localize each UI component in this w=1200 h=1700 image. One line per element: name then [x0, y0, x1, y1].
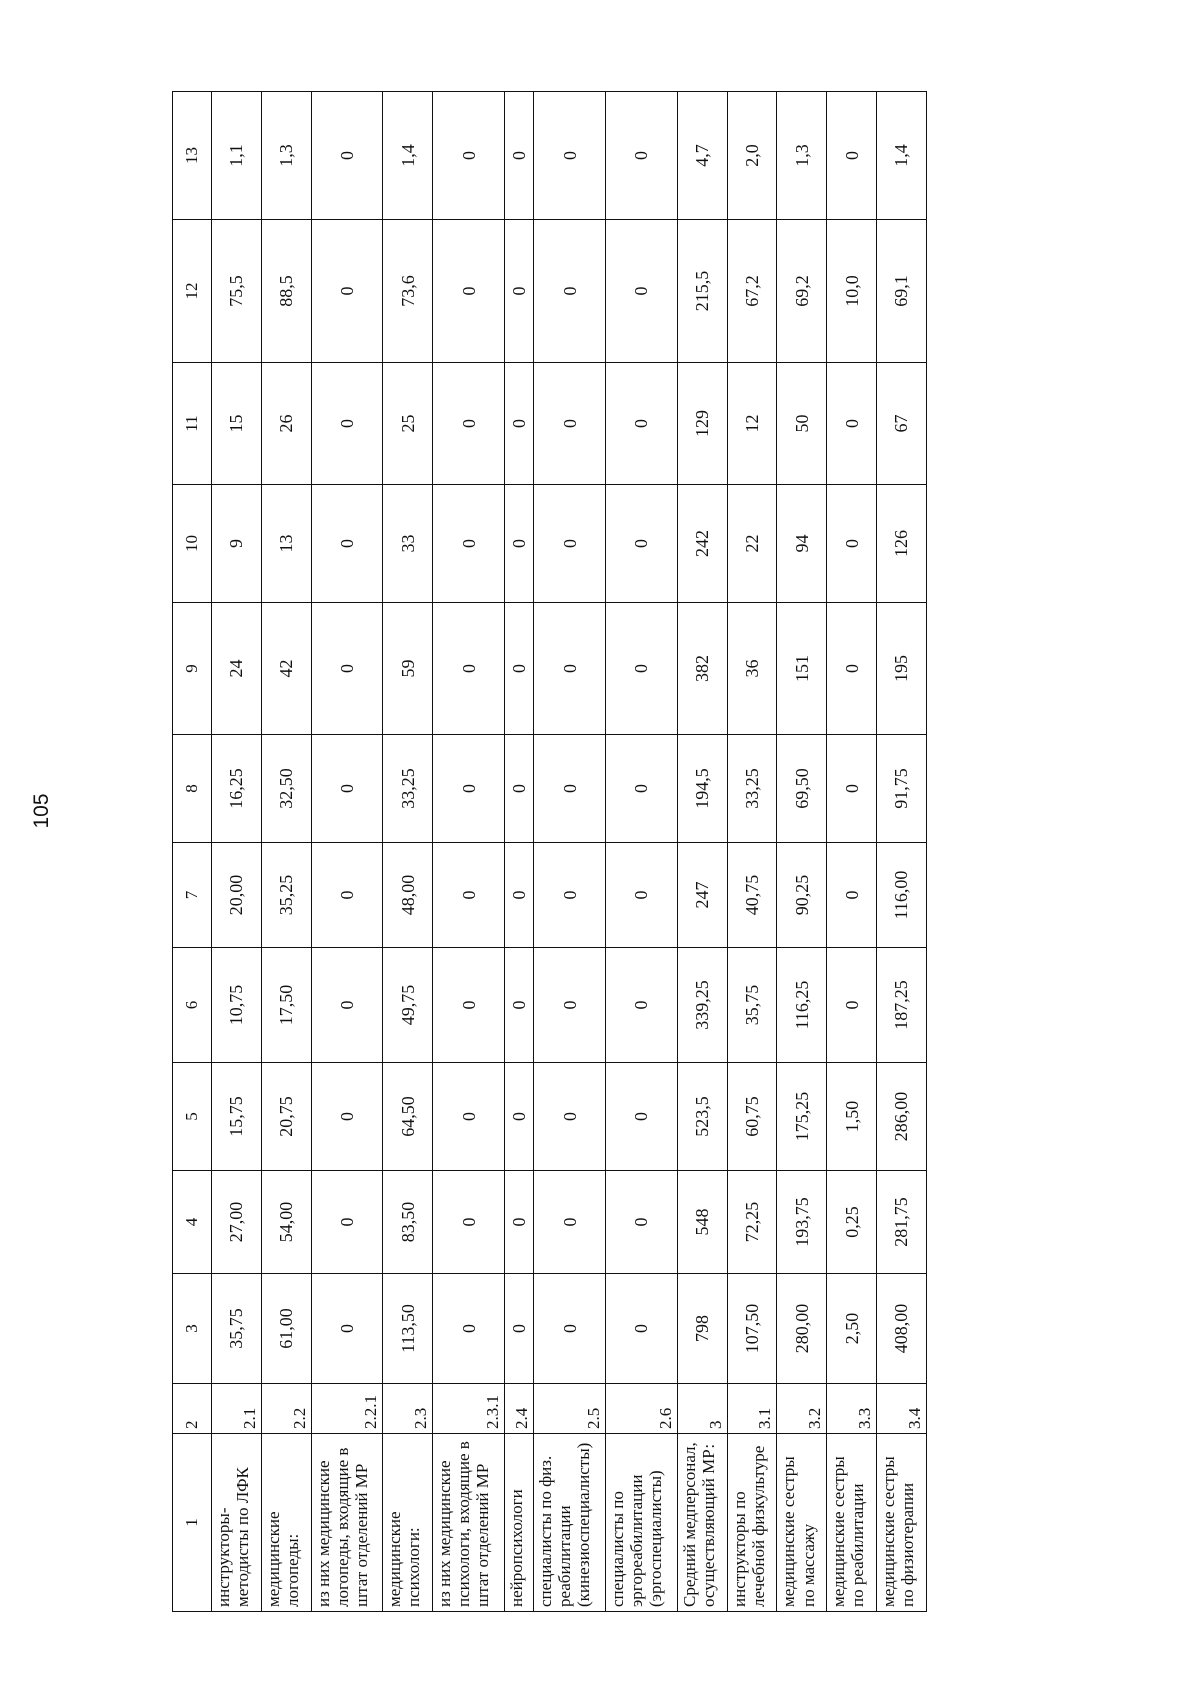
row-code: 3.3 — [827, 1384, 877, 1434]
row-code: 3.2 — [777, 1384, 827, 1434]
table-cell: 0 — [606, 735, 678, 843]
row-code: 2.3 — [383, 1384, 433, 1434]
table-cell: 0 — [606, 363, 678, 485]
table-cell: 0 — [311, 220, 383, 363]
table-cell: 1,4 — [383, 92, 433, 220]
column-header: 9 — [173, 603, 212, 735]
row-label: медицинские сестры по массажу — [777, 1434, 827, 1612]
column-header: 8 — [173, 735, 212, 843]
table-cell: 35,25 — [261, 843, 311, 948]
table-cell: 0 — [606, 220, 678, 363]
table-cell: 33 — [383, 485, 433, 603]
table-cell: 0 — [534, 485, 606, 603]
table-cell: 0 — [311, 485, 383, 603]
column-header: 12 — [173, 220, 212, 363]
table-cell: 67 — [877, 363, 927, 485]
table-cell: 0 — [827, 948, 877, 1063]
table-cell: 0 — [311, 843, 383, 948]
table-row — [606, 92, 678, 1612]
row-label: медицинские сестры по реабилитации — [827, 1434, 877, 1612]
table-cell: 0 — [505, 1274, 534, 1384]
row-code: 2.3.1 — [433, 1384, 505, 1434]
column-header: 11 — [173, 363, 212, 485]
row-label: медицинские логопеды: — [261, 1434, 311, 1612]
table-cell: 13 — [261, 485, 311, 603]
table-cell: 523,5 — [677, 1063, 727, 1171]
table-cell: 0 — [606, 485, 678, 603]
column-header: 4 — [173, 1171, 212, 1274]
column-header: 13 — [173, 92, 212, 220]
table-cell: 798 — [677, 1274, 727, 1384]
staff-table — [172, 91, 927, 1612]
table-cell: 90,25 — [777, 843, 827, 948]
table-cell: 0 — [827, 735, 877, 843]
table-row — [505, 92, 534, 1612]
row-label: Средний медперсонал, осуществляющий МР: — [677, 1434, 727, 1612]
table-cell: 0 — [433, 1274, 505, 1384]
table-row — [727, 92, 777, 1612]
table-cell: 0 — [505, 92, 534, 220]
table-cell: 91,75 — [877, 735, 927, 843]
table-cell: 0 — [534, 92, 606, 220]
table-cell: 107,50 — [727, 1274, 777, 1384]
table-cell: 0 — [433, 735, 505, 843]
table-cell: 0 — [827, 843, 877, 948]
row-code: 3 — [677, 1384, 727, 1434]
row-label: из них медицинские логопеды, входящие в штат отделений МР — [311, 1434, 383, 1612]
table-cell: 0 — [606, 603, 678, 735]
table-cell: 12 — [727, 363, 777, 485]
table-cell: 69,50 — [777, 735, 827, 843]
table-row — [311, 92, 383, 1612]
table-cell: 0 — [534, 1171, 606, 1274]
row-label: инструкторы- методисты по ЛФК — [212, 1434, 262, 1612]
table-row — [877, 92, 927, 1612]
table-cell: 2,0 — [727, 92, 777, 220]
row-label: инструкторы по лечебной физкультуре — [727, 1434, 777, 1612]
table-cell: 175,25 — [777, 1063, 827, 1171]
table-cell: 49,75 — [383, 948, 433, 1063]
table-cell: 64,50 — [383, 1063, 433, 1171]
row-code: 3.4 — [877, 1384, 927, 1434]
table-cell: 27,00 — [212, 1171, 262, 1274]
table-cell: 0 — [505, 363, 534, 485]
row-code: 2.2.1 — [311, 1384, 383, 1434]
table-cell: 0 — [505, 843, 534, 948]
table-row — [433, 92, 505, 1612]
table-cell: 69,1 — [877, 220, 927, 363]
table-cell: 286,00 — [877, 1063, 927, 1171]
table-cell: 35,75 — [212, 1274, 262, 1384]
table-cell: 0 — [534, 948, 606, 1063]
table-cell: 187,25 — [877, 948, 927, 1063]
table-cell: 281,75 — [877, 1171, 927, 1274]
table-cell: 33,25 — [383, 735, 433, 843]
row-code: 2.4 — [505, 1384, 534, 1434]
table-cell: 0 — [534, 1274, 606, 1384]
table-cell: 83,50 — [383, 1171, 433, 1274]
table-cell: 0 — [433, 220, 505, 363]
column-header: 2 — [173, 1384, 212, 1434]
table-cell: 0 — [505, 485, 534, 603]
table-cell: 129 — [677, 363, 727, 485]
table-cell: 0 — [311, 948, 383, 1063]
table-cell: 0 — [606, 1063, 678, 1171]
table-cell: 280,00 — [777, 1274, 827, 1384]
table-cell: 1,3 — [777, 92, 827, 220]
table-cell: 247 — [677, 843, 727, 948]
table-cell: 15,75 — [212, 1063, 262, 1171]
table-cell: 0 — [505, 948, 534, 1063]
row-label: специалисты по физ. реабилитации (кинезиоспециалисты) — [534, 1434, 606, 1612]
table-cell: 0 — [433, 363, 505, 485]
table-cell: 215,5 — [677, 220, 727, 363]
table-cell: 9 — [212, 485, 262, 603]
table-cell: 0 — [433, 1171, 505, 1274]
table-cell: 54,00 — [261, 1171, 311, 1274]
table-cell: 48,00 — [383, 843, 433, 948]
table-cell: 10,0 — [827, 220, 877, 363]
table-cell: 116,25 — [777, 948, 827, 1063]
table-cell: 0 — [827, 92, 877, 220]
column-header: 7 — [173, 843, 212, 948]
column-header: 6 — [173, 948, 212, 1063]
table-row — [534, 92, 606, 1612]
table-cell: 116,00 — [877, 843, 927, 948]
table-cell: 0 — [827, 485, 877, 603]
table-cell: 0 — [606, 843, 678, 948]
table-cell: 32,50 — [261, 735, 311, 843]
table-cell: 0 — [534, 603, 606, 735]
column-header: 1 — [173, 1434, 212, 1612]
table-row — [261, 92, 311, 1612]
table-row — [777, 92, 827, 1612]
table-cell: 195 — [877, 603, 927, 735]
table-cell: 2,50 — [827, 1274, 877, 1384]
table-cell: 0 — [311, 363, 383, 485]
table-cell: 17,50 — [261, 948, 311, 1063]
table-cell: 0 — [606, 1274, 678, 1384]
table-cell: 339,25 — [677, 948, 727, 1063]
table-cell: 408,00 — [877, 1274, 927, 1384]
row-label: медицинские психологи: — [383, 1434, 433, 1612]
page-number: 105 — [30, 793, 53, 829]
table-cell: 24 — [212, 603, 262, 735]
table-cell: 0 — [827, 603, 877, 735]
table-cell: 0 — [311, 735, 383, 843]
table-cell: 382 — [677, 603, 727, 735]
table-cell: 0 — [534, 843, 606, 948]
table-cell: 59 — [383, 603, 433, 735]
table-row — [212, 92, 262, 1612]
table-cell: 50 — [777, 363, 827, 485]
table-cell: 33,25 — [727, 735, 777, 843]
table-cell: 0 — [505, 735, 534, 843]
table-cell: 0 — [505, 603, 534, 735]
table-cell: 20,75 — [261, 1063, 311, 1171]
table-cell: 0,25 — [827, 1171, 877, 1274]
row-code: 2.2 — [261, 1384, 311, 1434]
table-row — [383, 92, 433, 1612]
table-cell: 61,00 — [261, 1274, 311, 1384]
table-cell: 0 — [534, 735, 606, 843]
table-cell: 15 — [212, 363, 262, 485]
table-cell: 20,00 — [212, 843, 262, 948]
table-body — [212, 92, 927, 1612]
table-cell: 73,6 — [383, 220, 433, 363]
table-cell: 1,4 — [877, 92, 927, 220]
table-cell: 193,75 — [777, 1171, 827, 1274]
row-code: 2.5 — [534, 1384, 606, 1434]
table-cell: 26 — [261, 363, 311, 485]
table-cell: 0 — [827, 363, 877, 485]
table-cell: 0 — [311, 1171, 383, 1274]
table-cell: 42 — [261, 603, 311, 735]
table-cell: 113,50 — [383, 1274, 433, 1384]
table-cell: 88,5 — [261, 220, 311, 363]
table-cell: 0 — [311, 92, 383, 220]
table-cell: 0 — [433, 92, 505, 220]
table-cell: 0 — [311, 1274, 383, 1384]
row-code: 2.6 — [606, 1384, 678, 1434]
column-header: 5 — [173, 1063, 212, 1171]
table-cell: 16,25 — [212, 735, 262, 843]
table-cell: 22 — [727, 485, 777, 603]
table-cell: 0 — [433, 843, 505, 948]
row-label: специалисты по эргореабилитации (эргоспециалисты) — [606, 1434, 678, 1612]
row-label: нейропсихологи — [505, 1434, 534, 1612]
table-cell: 0 — [505, 1063, 534, 1171]
table-cell: 40,75 — [727, 843, 777, 948]
table-cell: 242 — [677, 485, 727, 603]
table-cell: 1,3 — [261, 92, 311, 220]
header-row — [173, 92, 212, 1612]
row-label: из них медицинские психологи, входящие в штат отделений МР — [433, 1434, 505, 1612]
table-cell: 60,75 — [727, 1063, 777, 1171]
table-cell: 36 — [727, 603, 777, 735]
table-cell: 126 — [877, 485, 927, 603]
table-cell: 25 — [383, 363, 433, 485]
row-code: 2.1 — [212, 1384, 262, 1434]
table-cell: 10,75 — [212, 948, 262, 1063]
table-cell: 0 — [505, 220, 534, 363]
table-cell: 0 — [606, 948, 678, 1063]
table-cell: 151 — [777, 603, 827, 735]
row-code: 3.1 — [727, 1384, 777, 1434]
table-cell: 194,5 — [677, 735, 727, 843]
table-cell: 67,2 — [727, 220, 777, 363]
table-cell: 0 — [534, 363, 606, 485]
table-cell: 1,50 — [827, 1063, 877, 1171]
table-row — [827, 92, 877, 1612]
table-cell: 4,7 — [677, 92, 727, 220]
column-header: 10 — [173, 485, 212, 603]
table-cell: 94 — [777, 485, 827, 603]
rotated-table-sheet — [172, 92, 927, 1612]
table-cell: 1,1 — [212, 92, 262, 220]
table-cell: 0 — [433, 1063, 505, 1171]
table-row — [677, 92, 727, 1612]
table-cell: 0 — [534, 1063, 606, 1171]
table-cell: 0 — [606, 92, 678, 220]
table-cell: 69,2 — [777, 220, 827, 363]
table-cell: 548 — [677, 1171, 727, 1274]
table-cell: 75,5 — [212, 220, 262, 363]
table-cell: 0 — [433, 948, 505, 1063]
table-cell: 72,25 — [727, 1171, 777, 1274]
table-cell: 0 — [606, 1171, 678, 1274]
column-header: 3 — [173, 1274, 212, 1384]
table-cell: 0 — [311, 603, 383, 735]
table-cell: 0 — [433, 603, 505, 735]
table-cell: 0 — [433, 485, 505, 603]
table-cell: 0 — [505, 1171, 534, 1274]
table-cell: 0 — [534, 220, 606, 363]
table-cell: 0 — [311, 1063, 383, 1171]
table-cell: 35,75 — [727, 948, 777, 1063]
row-label: медицинские сестры по физиотерапии — [877, 1434, 927, 1612]
